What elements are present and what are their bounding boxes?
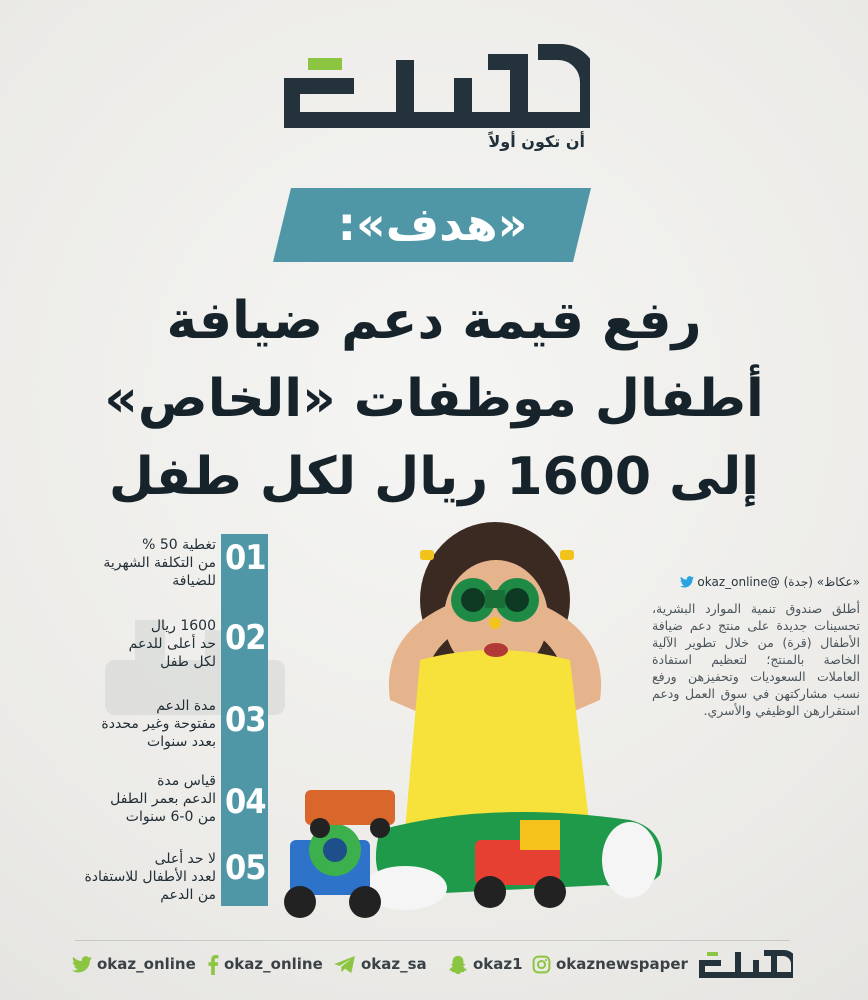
- social-item-instagram[interactable]: [532, 950, 688, 978]
- point-line: للضيافة: [172, 573, 216, 589]
- headline: [100, 282, 768, 516]
- point-line: مفتوحة وغير محددة: [101, 716, 216, 732]
- footer-logo: [697, 946, 793, 980]
- social-label: okaz_online: [97, 955, 196, 973]
- point-line: 1600 ريال: [150, 618, 216, 634]
- twitter-icon: [680, 576, 694, 588]
- social-item-snapchat[interactable]: [448, 950, 523, 978]
- footer-divider: [75, 940, 790, 941]
- point-line: تغطية 50 %: [142, 537, 216, 553]
- credit-text: «عكاظ» (جدة) @okaz_online: [697, 575, 860, 589]
- point-line: من 0-6 سنوات: [125, 809, 216, 825]
- social-label: okaz1: [473, 955, 523, 973]
- point-text: [30, 536, 216, 590]
- social-label: okaznewspaper: [556, 955, 688, 973]
- brand-tagline: أن تكون أولاً: [488, 132, 585, 151]
- instagram-icon: [532, 955, 551, 974]
- label-text: «هدف»:: [337, 197, 528, 251]
- point-text: [30, 697, 216, 751]
- point-line: من التكلفة الشهرية: [103, 555, 216, 571]
- point-number: 05: [225, 848, 266, 888]
- snapchat-icon: [448, 955, 468, 975]
- headline-line: رفع قيمة دعم ضيافة: [166, 291, 702, 351]
- headline-line: أطفال موظفات «الخاص»: [104, 369, 764, 429]
- social-item-facebook[interactable]: [207, 950, 323, 978]
- point-line: حد أعلى للدعم: [128, 636, 216, 652]
- point-line: لا حد أعلى: [154, 851, 216, 867]
- point-line: لكل طفل: [160, 654, 216, 670]
- point-line: مدة الدعم: [156, 698, 216, 714]
- article-credit: [598, 575, 860, 589]
- point-line: قياس مدة: [157, 773, 216, 789]
- twitter-icon: [72, 956, 92, 973]
- point-number: 02: [225, 618, 266, 658]
- article-body: أطلق صندوق تنمية الموارد البشرية، تحسينات جديدة على منتج دعم ضيافة الأطفال (قرة) من خلال تطوير الآلية الخاصة بالمنتج؛ لتعظيم استفادة العاملات السعوديات وتحفيزهن ورفع نسب مشاركتهن في سوق العمل ودعم استقرارهن الوظيفي والأسري.: [652, 601, 860, 718]
- point-line: لعدد الأطفال للاستفادة: [84, 869, 216, 885]
- social-item-twitter[interactable]: [72, 950, 196, 978]
- facebook-icon: [207, 955, 219, 975]
- social-label: okaz_online: [224, 955, 323, 973]
- point-text: [30, 617, 216, 671]
- point-number: 01: [225, 538, 266, 578]
- point-text: [30, 850, 216, 904]
- child-photo: [270, 510, 690, 930]
- point-line: من الدعم: [160, 887, 216, 903]
- point-line: الدعم بعمر الطفل: [110, 791, 216, 807]
- headline-line: إلى 1600 ريال لكل طفل: [108, 447, 760, 507]
- social-item-telegram[interactable]: [334, 950, 427, 978]
- point-text: [30, 772, 216, 826]
- telegram-icon: [334, 956, 356, 974]
- okaz-logo: [278, 44, 590, 130]
- point-number: 04: [225, 782, 266, 822]
- social-label: okaz_sa: [361, 955, 427, 973]
- point-number: 03: [225, 700, 266, 740]
- point-line: بعدد سنوات: [147, 734, 216, 750]
